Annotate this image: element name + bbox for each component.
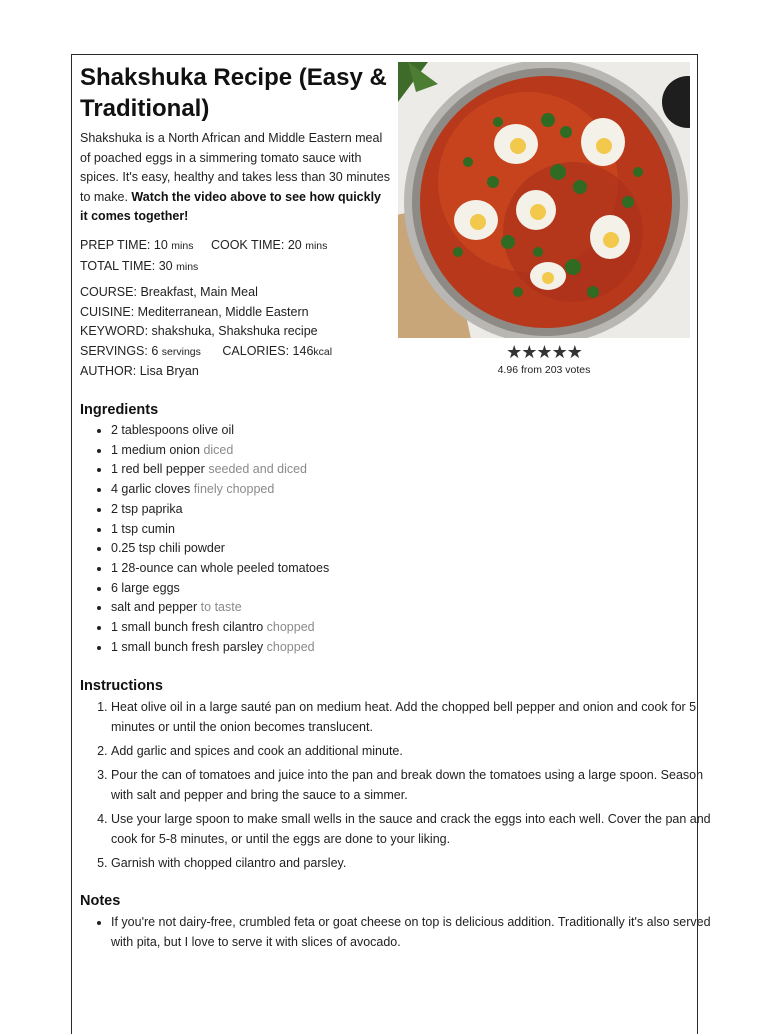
keyword-label: KEYWORD:	[80, 324, 149, 338]
total-time-label: TOTAL TIME:	[80, 258, 156, 273]
ingredient-item	[111, 579, 329, 599]
ingredient-item	[111, 539, 329, 559]
course-label: COURSE:	[80, 285, 137, 299]
instruction-step: 3. Pour the can of tomatoes and juice into the pan and break down the tomatoes using a large spoon. Season with salt and pepper and bring the sauce to a simmer.	[111, 765, 711, 805]
calories-unit: kcal	[313, 345, 333, 358]
total-time-unit: mins	[176, 260, 199, 273]
notes-list	[80, 912, 721, 952]
ingredient-text: 1 medium onion	[111, 442, 200, 457]
ingredient-text: 1 small bunch fresh cilantro	[111, 620, 264, 635]
ingredient-note: finely chopped	[193, 482, 275, 497]
ingredient-note: chopped	[266, 620, 315, 635]
ingredients-list	[80, 421, 329, 657]
intro-text: Shakshuka is a North African and Middle Eastern meal of poached eggs in a simmering tomato sauce with spices. It's easy, healthy and takes less than 30 minutes to make.	[80, 131, 390, 204]
ingredient-item	[111, 460, 329, 480]
note-item: • If you're not dairy-free, crumbled feta or goat cheese on top is delicious addition. Traditionally it's also served with pita, but I love to serve it with slices of avocado.	[111, 912, 721, 952]
cuisine-label: CUISINE:	[80, 304, 135, 319]
servings-row	[80, 342, 332, 363]
course-value: Breakfast, Main Meal	[140, 285, 258, 299]
cuisine-value: Mediterranean, Middle Eastern	[137, 304, 309, 319]
times-row-2	[80, 257, 327, 278]
ingredient-item	[111, 520, 329, 540]
star-rating-icon[interactable]: ★★★★★	[506, 342, 582, 362]
ingredient-item	[111, 421, 329, 441]
shakshuka-photo	[398, 62, 690, 338]
recipe-details	[80, 283, 332, 382]
instructions-heading: Instructions	[80, 678, 163, 694]
recipe-title: Shakshuka Recipe (Easy & Traditional)	[80, 64, 387, 122]
recipe-rating	[398, 343, 690, 376]
instruction-step: 4. Use your large spoon to make small wells in the sauce and crack the eggs into each well. Cover the pan and cook for 5-8 minutes, or until the eggs are done to your liking.	[111, 809, 711, 849]
instruction-step: 1. Heat olive oil in a large sauté pan on medium heat. Add the chopped bell pepper and onion and cook for 5 minutes or until the onion becomes translucent.	[111, 697, 711, 737]
ingredient-item	[111, 441, 329, 461]
cook-time-value: 20	[287, 238, 302, 252]
course-row	[80, 283, 332, 303]
ingredient-text: 2 tablespoons olive oil	[111, 423, 234, 437]
cook-time-unit: mins	[305, 240, 328, 252]
ingredient-text: 0.25 tsp chili powder	[111, 541, 225, 556]
ingredient-item	[111, 618, 329, 638]
ingredient-text: 1 tsp cumin	[111, 521, 175, 536]
author-row	[80, 362, 332, 382]
ingredient-item	[111, 559, 329, 579]
servings-unit: servings	[161, 345, 201, 358]
ingredient-text: 6 large eggs	[111, 580, 180, 595]
calories-label: CALORIES:	[222, 343, 290, 358]
ingredient-item	[111, 638, 329, 658]
cook-time-label: COOK TIME:	[210, 238, 285, 252]
ingredient-item	[111, 500, 329, 520]
author-label: AUTHOR:	[80, 364, 137, 378]
ingredient-note: chopped	[266, 639, 315, 654]
total-time-value: 30	[158, 258, 173, 273]
calories-value: 146	[292, 343, 314, 358]
instructions-list	[80, 697, 711, 877]
instruction-step: 2. Add garlic and spices and cook an additional minute.	[111, 741, 711, 761]
servings-label: SERVINGS:	[80, 343, 148, 358]
ingredient-note: to taste	[200, 600, 242, 615]
intro-video-callout: Watch the video above to see how quickly it comes together!	[80, 189, 382, 223]
prep-time-value: 10	[153, 238, 168, 252]
ingredient-text: salt and pepper	[111, 600, 198, 615]
notes-heading: Notes	[80, 893, 121, 909]
ingredient-text: 2 tsp paprika	[111, 501, 183, 516]
ingredient-item	[111, 598, 329, 618]
ingredients-heading: Ingredients	[80, 402, 159, 418]
ingredient-text: 4 garlic cloves	[111, 482, 191, 497]
ingredient-text: 1 small bunch fresh parsley	[111, 639, 264, 654]
servings-value: 6	[151, 343, 159, 358]
recipe-intro	[80, 129, 392, 227]
ingredient-text: 1 28-ounce can whole peeled tomatoes	[111, 560, 330, 575]
recipe-times	[80, 236, 327, 277]
keyword-row	[80, 322, 332, 342]
prep-time-label: PREP TIME:	[80, 238, 151, 252]
rating-votes: 4.96 from 203 votes	[497, 364, 591, 376]
ingredient-note: diced	[203, 442, 234, 457]
prep-time-unit: mins	[171, 240, 194, 252]
cuisine-row	[80, 303, 332, 323]
instruction-step: 5. Garnish with chopped cilantro and parsley.	[111, 853, 711, 873]
shakshuka-illustration	[398, 62, 690, 338]
ingredient-text: 1 red bell pepper	[111, 462, 205, 477]
keyword-value: shakshuka, Shakshuka recipe	[151, 324, 318, 338]
times-row-1	[80, 236, 327, 257]
ingredient-note: seeded and diced	[208, 462, 308, 477]
ingredient-item	[111, 480, 329, 500]
author-value: Lisa Bryan	[139, 364, 199, 378]
